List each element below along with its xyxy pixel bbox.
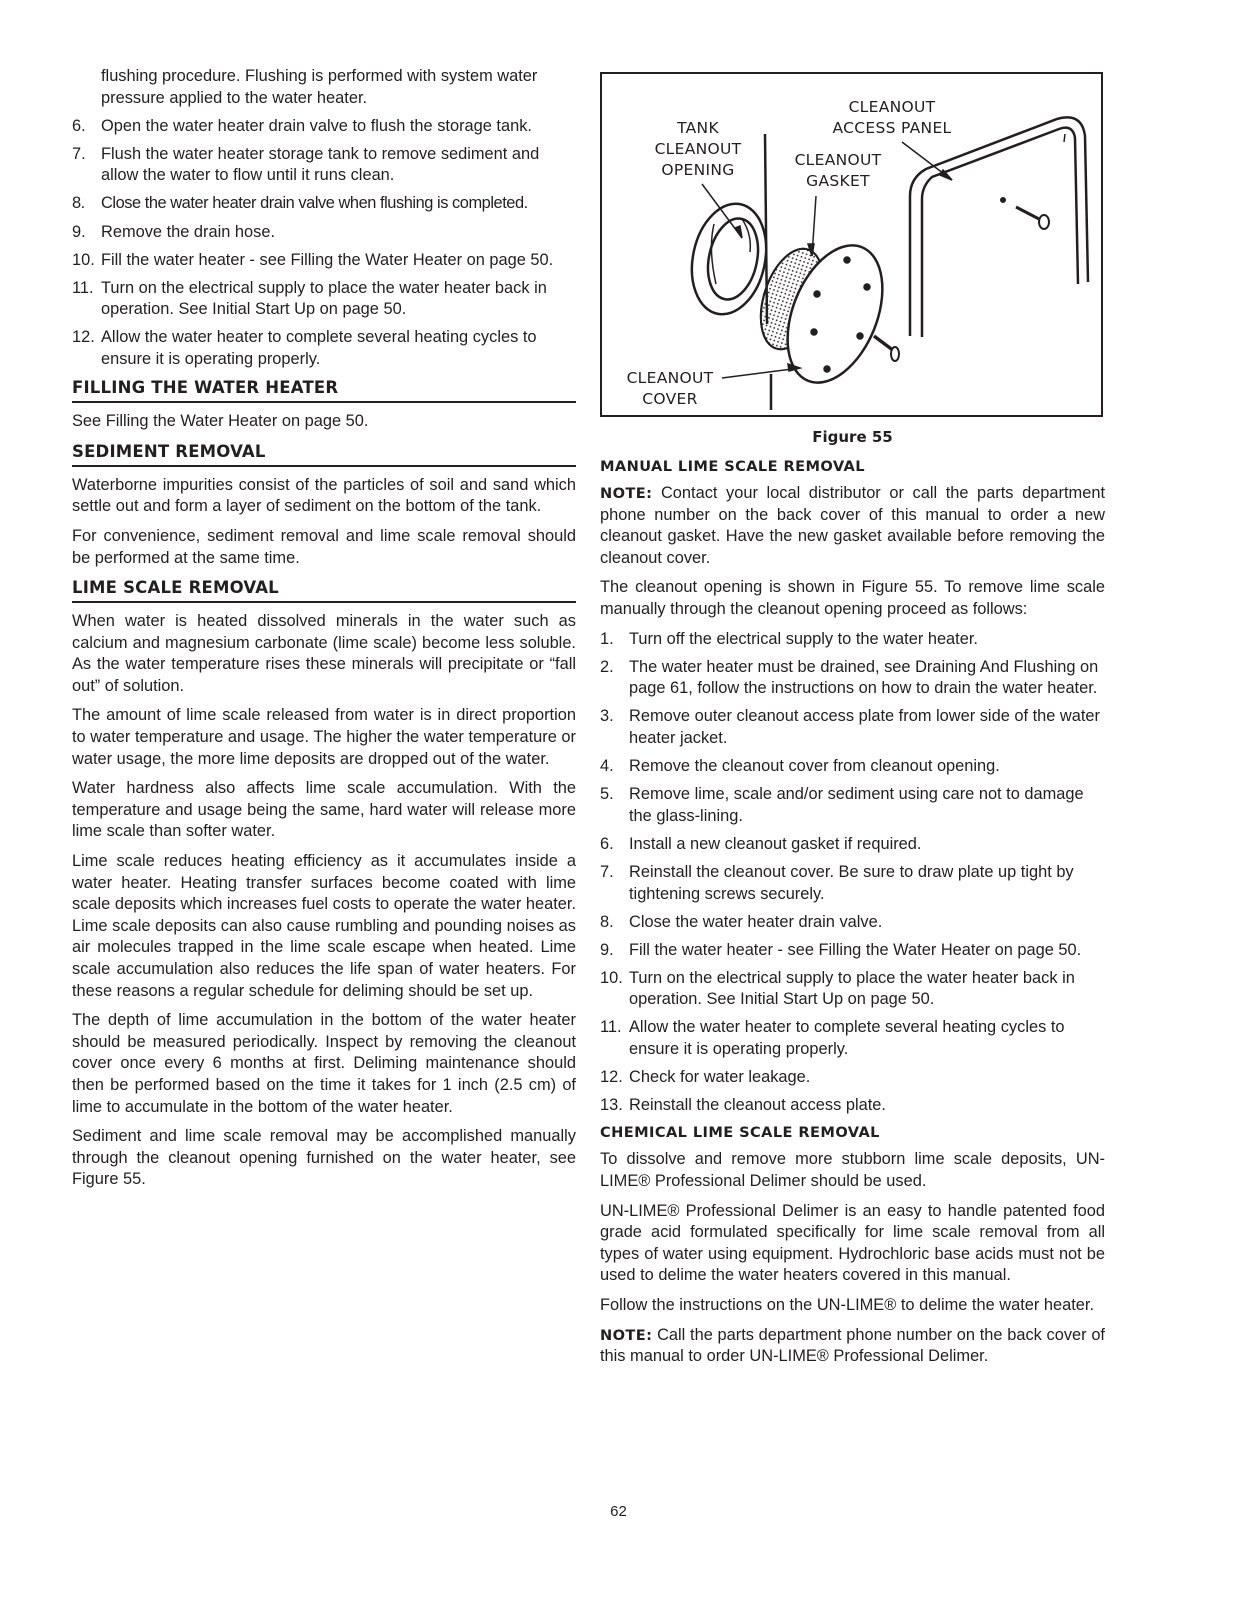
chemical-paragraph: Follow the instructions on the UN-LIME® to delime the water heater. [600, 1295, 1095, 1314]
page-number: 62 [610, 1503, 627, 1520]
chemical-lime-scale-heading: CHEMICAL LIME SCALE REMOVAL [600, 1124, 880, 1142]
access-panel-frame [910, 117, 1088, 337]
figure-caption: Figure 55 [812, 428, 893, 446]
manual-lime-scale-heading: MANUAL LIME SCALE REMOVAL [600, 458, 865, 475]
chemical-paragraph: To dissolve and remove more stubborn lime scale deposits, UN-LIME® Professional Delimer should be used. [600, 1150, 1105, 1190]
chemical-paragraph: UN-LIME® Professional Delimer is an easy to handle patented food grade acid formulated specifically for lime scale removal from all types of water using equipment. Hydrochloric base acids must not be used to delime the water heaters covered in this manual. [600, 1201, 1105, 1285]
sediment-paragraph: For convenience, sediment removal and lime scale removal should be performed at the same time. [72, 526, 576, 567]
list-item: 5. Remove lime, scale and/or sediment using care not to damage the glass-lining. [600, 785, 1084, 825]
sediment-paragraph: Waterborne impurities consist of the particles of soil and sand which settle out and form a layer of sediment on the bottom of the tank. [72, 475, 576, 516]
list-item: 10. Turn on the electrical supply to place the water heater back in operation. See Initial Start Up on page 50. [600, 968, 1075, 1009]
list-item: 11. Turn on the electrical supply to place the water heater back in operation. See Initial Start Up on page 50. [72, 278, 547, 319]
manual-note: NOTE: Contact your local distributor or call the parts department phone number on the back cover of this manual to order a new cleanout gasket. Have the new gasket available before removing the cleanout cover. [600, 484, 1105, 567]
lime-scale-paragraph: The depth of lime accumulation in the bottom of the water heater should be measured periodically. Inspect by removing the cleanout cover once every 6 months at first. Deliming maintenance should then be performed based on the time it takes for 1 inch (2.5 cm) of lime to accumulate in the bottom of the water heater. [72, 1011, 576, 1116]
manual-intro: The cleanout opening is shown in Figure 55. To remove lime scale manually through the cleanout opening proceed as follows: [600, 578, 1105, 618]
sediment-removal-heading: SEDIMENT REMOVAL [72, 441, 576, 467]
cover-screw [874, 336, 899, 361]
list-item: 8. Close the water heater drain valve. [600, 912, 883, 931]
tank-cleanout-opening-label: TANK CLEANOUT OPENING [654, 119, 742, 179]
filling-text: See Filling the Water Heater on page 50. [72, 412, 369, 431]
list-item: 3. Remove outer cleanout access plate from lower side of the water heater jacket. [600, 707, 1101, 747]
lime-scale-paragraph: When water is heated dissolved minerals in the water such as calcium and magnesium carbonate (lime scale) become less soluble. As the water temperature rises these minerals will precipitate or “fall out” of solution. [72, 612, 576, 695]
list-item: 2. The water heater must be drained, see Draining And Flushing on page 61, follow the instructions on how to drain the water heater. [600, 657, 1099, 698]
manual-steps-list [600, 629, 1105, 1117]
cleanout-access-panel-label: CLEANOUT ACCESS PANEL [832, 98, 952, 137]
lime-scale-paragraph: The amount of lime scale released from water is in direct proportion to water temperature and usage. The higher the water temperature or water usage, the more lime deposits are dropped out of the water. [72, 706, 576, 768]
list-item: 6. Install a new cleanout gasket if required. [600, 834, 922, 853]
cleanout-cover-label: CLEANOUT COVER [626, 369, 714, 408]
list-item: 13. Reinstall the cleanout access plate. [600, 1096, 886, 1115]
lime-scale-paragraph: Sediment and lime scale removal may be accomplished manually through the cleanout opening furnished on the water heater, see Figure 55. [72, 1127, 576, 1189]
list-item: 12. Allow the water heater to complete several heating cycles to ensure it is operating properly. [72, 328, 537, 369]
list-item: 9. Remove the drain hose. [72, 222, 276, 241]
list-item: 6. Open the water heater drain valve to flush the storage tank. [72, 116, 532, 135]
flushing-procedure-continuation: flushing procedure. Flushing is performed with system water pressure applied to the water heater. [101, 67, 538, 107]
list-item: 10. Fill the water heater - see Filling the Water Heater on page 50. [72, 250, 554, 269]
list-item: 8. Close the water heater drain valve when flushing is completed. [72, 194, 528, 213]
list-item: 7. Flush the water heater storage tank to remove sediment and allow the water to flow until it runs clean. [72, 144, 540, 185]
left-column [72, 66, 576, 1199]
list-item: 1. Turn off the electrical supply to the water heater. [600, 629, 978, 648]
chemical-note: NOTE: Call the parts department phone number on the back cover of this manual to order UN-LIME® Professional Delimer. [600, 1325, 1105, 1366]
list-item: 12. Check for water leakage. [600, 1068, 811, 1087]
right-column [600, 72, 1105, 1376]
tank-wall [765, 134, 771, 410]
lime-scale-removal-heading: LIME SCALE REMOVAL [72, 577, 576, 603]
figure-55 [600, 72, 1103, 417]
flushing-steps-list [72, 116, 576, 371]
cleanout-gasket-label: CLEANOUT GASKET [794, 151, 882, 190]
list-item: 11. Allow the water heater to complete several heating cycles to ensure it is operating properly. [600, 1018, 1065, 1059]
panel-screw [1001, 198, 1049, 229]
filling-heading: FILLING THE WATER HEATER [72, 377, 576, 403]
list-item: 7. Reinstall the cleanout cover. Be sure to draw plate up tight by tightening screws securely. [600, 862, 1074, 903]
list-item: 4. Remove the cleanout cover from cleanout opening. [600, 757, 1000, 776]
lime-scale-paragraph: Water hardness also affects lime scale accumulation. With the temperature and usage being the same, hard water will release more lime scale than softer water. [72, 779, 576, 841]
list-item: 9. Fill the water heater - see Filling the Water Heater on page 50. [600, 940, 1082, 959]
lime-scale-paragraph: Lime scale reduces heating efficiency as it accumulates inside a water heater. Heating transfer surfaces become coated with lime scale deposits which increases fuel costs to operate the water heater. Lime scale deposits can also cause rumbling and pounding noises as air molecules trapped in the lime scale escape when heated. Lime scale accumulation also reduces the life span of water heaters. For these reasons a regular schedule for deliming should be set up. [72, 852, 576, 1000]
